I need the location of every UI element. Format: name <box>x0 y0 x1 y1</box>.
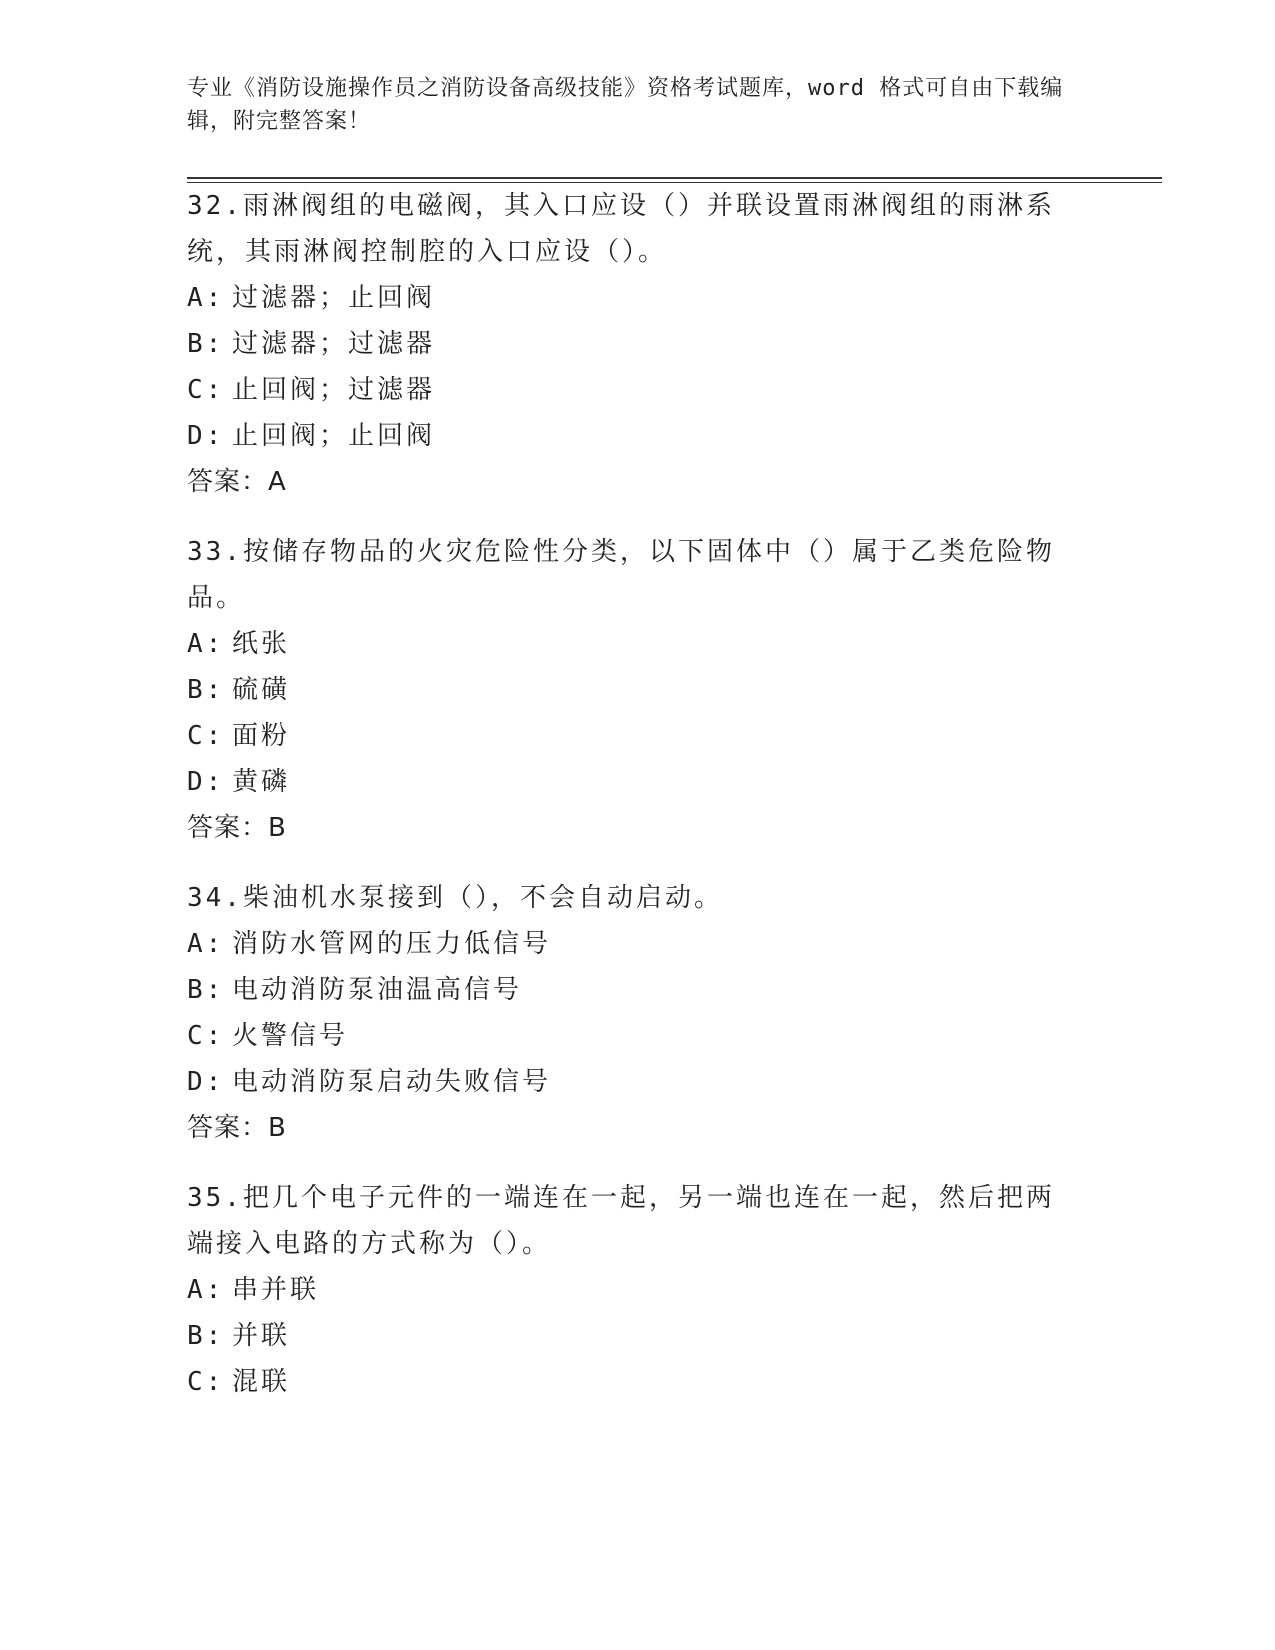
option-text: 黄磷 <box>232 767 291 797</box>
option-text: 过滤器；过滤器 <box>232 329 436 359</box>
option-b <box>187 667 1087 713</box>
option-a <box>187 921 1087 967</box>
option-letter: B: <box>187 1321 225 1351</box>
document-header: 专业《消防设施操作员之消防设备高级技能》资格考试题库，word 格式可自由下载编辑，附完整答案！ <box>187 76 1064 134</box>
question-32 <box>187 183 1087 505</box>
answer-label: 答案：A <box>187 467 287 497</box>
option-text: 纸张 <box>232 629 291 659</box>
option-letter: C: <box>187 1021 225 1051</box>
question-34 <box>187 875 1087 1151</box>
option-letter: A: <box>187 283 225 313</box>
option-d <box>187 759 1087 805</box>
option-text: 混联 <box>232 1367 291 1397</box>
option-text: 止回阀；过滤器 <box>232 375 436 405</box>
option-c <box>187 713 1087 759</box>
question-stem: 35.把几个电子元件的一端连在一起，另一端也连在一起，然后把两端接入电路的方式称为（）。 <box>187 1183 1055 1259</box>
option-text: 串并联 <box>232 1275 320 1305</box>
option-b <box>187 321 1087 367</box>
option-letter: A: <box>187 1275 225 1305</box>
option-text: 硫磺 <box>232 675 291 705</box>
option-letter: C: <box>187 1367 225 1397</box>
option-letter: D: <box>187 1067 225 1097</box>
option-letter: A: <box>187 929 225 959</box>
option-text: 并联 <box>232 1321 291 1351</box>
question-33 <box>187 529 1087 851</box>
option-text: 火警信号 <box>232 1021 349 1051</box>
question-stem: 33.按储存物品的火灾危险性分类，以下固体中（）属于乙类危险物品。 <box>187 537 1055 613</box>
option-a <box>187 621 1087 667</box>
header-divider-thick <box>187 177 1162 179</box>
option-d <box>187 413 1087 459</box>
option-letter: C: <box>187 375 225 405</box>
question-stem: 32.雨淋阀组的电磁阀，其入口应设（）并联设置雨淋阀组的雨淋系统，其雨淋阀控制腔的入口应设（）。 <box>187 191 1055 267</box>
option-c <box>187 1359 1087 1405</box>
option-text: 止回阀；止回阀 <box>232 421 436 451</box>
answer-label: 答案：B <box>187 1113 287 1143</box>
option-letter: A: <box>187 629 225 659</box>
option-text: 电动消防泵启动失败信号 <box>232 1067 552 1097</box>
option-d <box>187 1059 1087 1105</box>
option-a <box>187 1267 1087 1313</box>
option-letter: D: <box>187 421 225 451</box>
option-c <box>187 1013 1087 1059</box>
option-letter: B: <box>187 975 225 1005</box>
option-letter: B: <box>187 675 225 705</box>
option-text: 消防水管网的压力低信号 <box>232 929 552 959</box>
option-letter: D: <box>187 767 225 797</box>
question-stem: 34.柴油机水泵接到（），不会自动启动。 <box>187 883 723 913</box>
option-letter: B: <box>187 329 225 359</box>
option-text: 电动消防泵油温高信号 <box>232 975 523 1005</box>
question-35 <box>187 1175 1087 1405</box>
option-text: 面粉 <box>232 721 291 751</box>
option-b <box>187 1313 1087 1359</box>
answer-label: 答案：B <box>187 813 287 843</box>
option-c <box>187 367 1087 413</box>
option-letter: C: <box>187 721 225 751</box>
option-text: 过滤器；止回阀 <box>232 283 436 313</box>
option-a <box>187 275 1087 321</box>
option-b <box>187 967 1087 1013</box>
